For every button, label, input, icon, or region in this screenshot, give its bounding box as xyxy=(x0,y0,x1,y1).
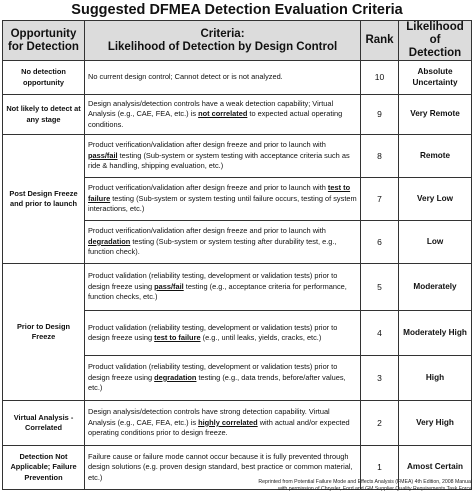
criteria-text: Product validation (reliability testing, development or validation tests) prior to design freeze using xyxy=(88,322,338,342)
table-row xyxy=(3,264,472,311)
criteria-text: (e.g., until leaks, yields, cracks, etc.) xyxy=(200,333,322,342)
criteria-text: testing (Sub-system or system testing after durability test, e.g., function check). xyxy=(88,236,337,257)
criteria-keyword: highly correlated xyxy=(198,417,258,427)
likelihood-cell: Moderately High xyxy=(399,311,472,356)
table-row xyxy=(3,135,472,178)
criteria-table xyxy=(2,20,472,490)
rank-cell: 2 xyxy=(361,401,399,446)
likelihood-cell: Very High xyxy=(399,401,472,446)
opportunity-cell: No detection opportunity xyxy=(3,61,85,95)
rank-cell: 7 xyxy=(361,178,399,221)
criteria-cell xyxy=(85,221,361,264)
likelihood-cell: Amost Certain xyxy=(399,446,472,490)
criteria-text: with actual and/or expected operating conditions prior to design freeze. xyxy=(88,417,350,438)
opportunity-cell: Prior to Design Freeze xyxy=(3,264,85,401)
likelihood-cell: Moderately xyxy=(399,264,472,311)
footnote-line1: Reprinted from Potential Failure Mode and Effects Analysis (FMEA) 4th Edition, 2008 Manual xyxy=(258,479,472,485)
rank-cell: 6 xyxy=(361,221,399,264)
opportunity-cell: Virtual Analysis - Correlated xyxy=(3,401,85,446)
footnote-line2: with permission of Chrysler, Ford and GM Supplier Quality Requirements Task Force xyxy=(278,486,472,492)
header-criteria xyxy=(85,21,361,61)
criteria-text: No current design control; Cannot detect or is not analyzed. xyxy=(88,72,283,82)
criteria-keyword: test to failure xyxy=(88,183,351,203)
rank-cell: 8 xyxy=(361,135,399,178)
likelihood-cell: Absolute Uncertainty xyxy=(399,61,472,95)
opportunity-cell: Detection Not Applicable; Failure Prevention xyxy=(3,446,85,490)
criteria-cell xyxy=(85,311,361,356)
criteria-keyword: test to failure xyxy=(154,333,201,342)
header-row xyxy=(3,21,472,61)
criteria-text: Product verification/validation after design freeze and prior to launch with xyxy=(88,226,326,236)
rank-cell: 10 xyxy=(361,61,399,95)
criteria-text: testing (e.g., acceptance criteria for performance, function checks, etc.) xyxy=(88,281,347,302)
criteria-text: Product validation (reliability testing, development or validation tests) prior to design freeze using xyxy=(88,362,338,382)
rank-cell: 5 xyxy=(361,264,399,311)
likelihood-cell: Low xyxy=(399,221,472,264)
criteria-cell xyxy=(85,95,361,135)
table-row xyxy=(3,401,472,446)
header-rank: Rank xyxy=(361,21,399,61)
criteria-text: testing (Sub-system or system testing until failure occurs, testing of system interactions, etc.) xyxy=(88,193,357,214)
criteria-text: Failure cause or failure mode cannot occur because it is fully prevented through design solutions (e.g. proven design standard, best practice or common material, etc.) xyxy=(88,451,353,482)
criteria-cell xyxy=(85,135,361,178)
criteria-keyword: degradation xyxy=(88,236,131,246)
criteria-cell xyxy=(85,61,361,95)
criteria-cell xyxy=(85,178,361,221)
criteria-cell xyxy=(85,264,361,311)
likelihood-cell: Remote xyxy=(399,135,472,178)
criteria-cell xyxy=(85,356,361,401)
likelihood-cell: Very Remote xyxy=(399,95,472,135)
page-title: Suggested DFMEA Detection Evaluation Criteria xyxy=(71,2,403,18)
opportunity-cell: Post Design Freeze and prior to launch xyxy=(3,135,85,264)
rank-cell: 1 xyxy=(361,446,399,490)
opportunity-cell: Not likely to detect at any stage xyxy=(3,95,85,135)
header-criteria-line2: Likelihood of Detection by Design Control xyxy=(107,40,338,53)
criteria-text: Design analysis/detection controls have strong detection capability. Virtual Analysis (e.g., CAE, FEA, etc.) is xyxy=(88,407,330,427)
criteria-text: testing (e.g., data trends, before/after values, etc.) xyxy=(88,372,346,393)
source-footnote xyxy=(140,479,472,493)
criteria-text: testing (Sub-system or system testing with acceptance criteria such as ride & handling, shipping evaluation, etc.) xyxy=(88,150,350,171)
criteria-keyword: degradation xyxy=(154,372,197,382)
criteria-keyword: not correlated xyxy=(198,109,248,119)
rank-cell: 9 xyxy=(361,95,399,135)
criteria-cell xyxy=(85,401,361,446)
criteria-text: Design analysis/detection controls have a weak detection capability; Virtual Analysis (e.g., CAE, FEA, etc.) is xyxy=(88,98,334,119)
rank-cell: 4 xyxy=(361,311,399,356)
likelihood-cell: High xyxy=(399,356,472,401)
table-row xyxy=(3,95,472,135)
criteria-keyword: pass/fail xyxy=(88,150,118,160)
criteria-text: Product validation (reliability testing, development or validation tests) prior to design freeze using xyxy=(88,271,338,291)
likelihood-cell: Very Low xyxy=(399,178,472,221)
criteria-text: to expected actual operating conditions. xyxy=(88,109,343,129)
rank-cell: 3 xyxy=(361,356,399,401)
criteria-text: Product verification/validation after design freeze and prior to launch with xyxy=(88,140,326,150)
table-row xyxy=(3,61,472,95)
header-opportunity: Opportunity for Detection xyxy=(3,21,85,61)
criteria-keyword: pass/fail xyxy=(154,281,184,291)
criteria-text: Product verification/validation after design freeze and prior to launch with xyxy=(88,183,328,193)
header-criteria-line1: Criteria: xyxy=(200,27,245,40)
header-likelihood: Likelihood of Detection xyxy=(399,21,472,61)
